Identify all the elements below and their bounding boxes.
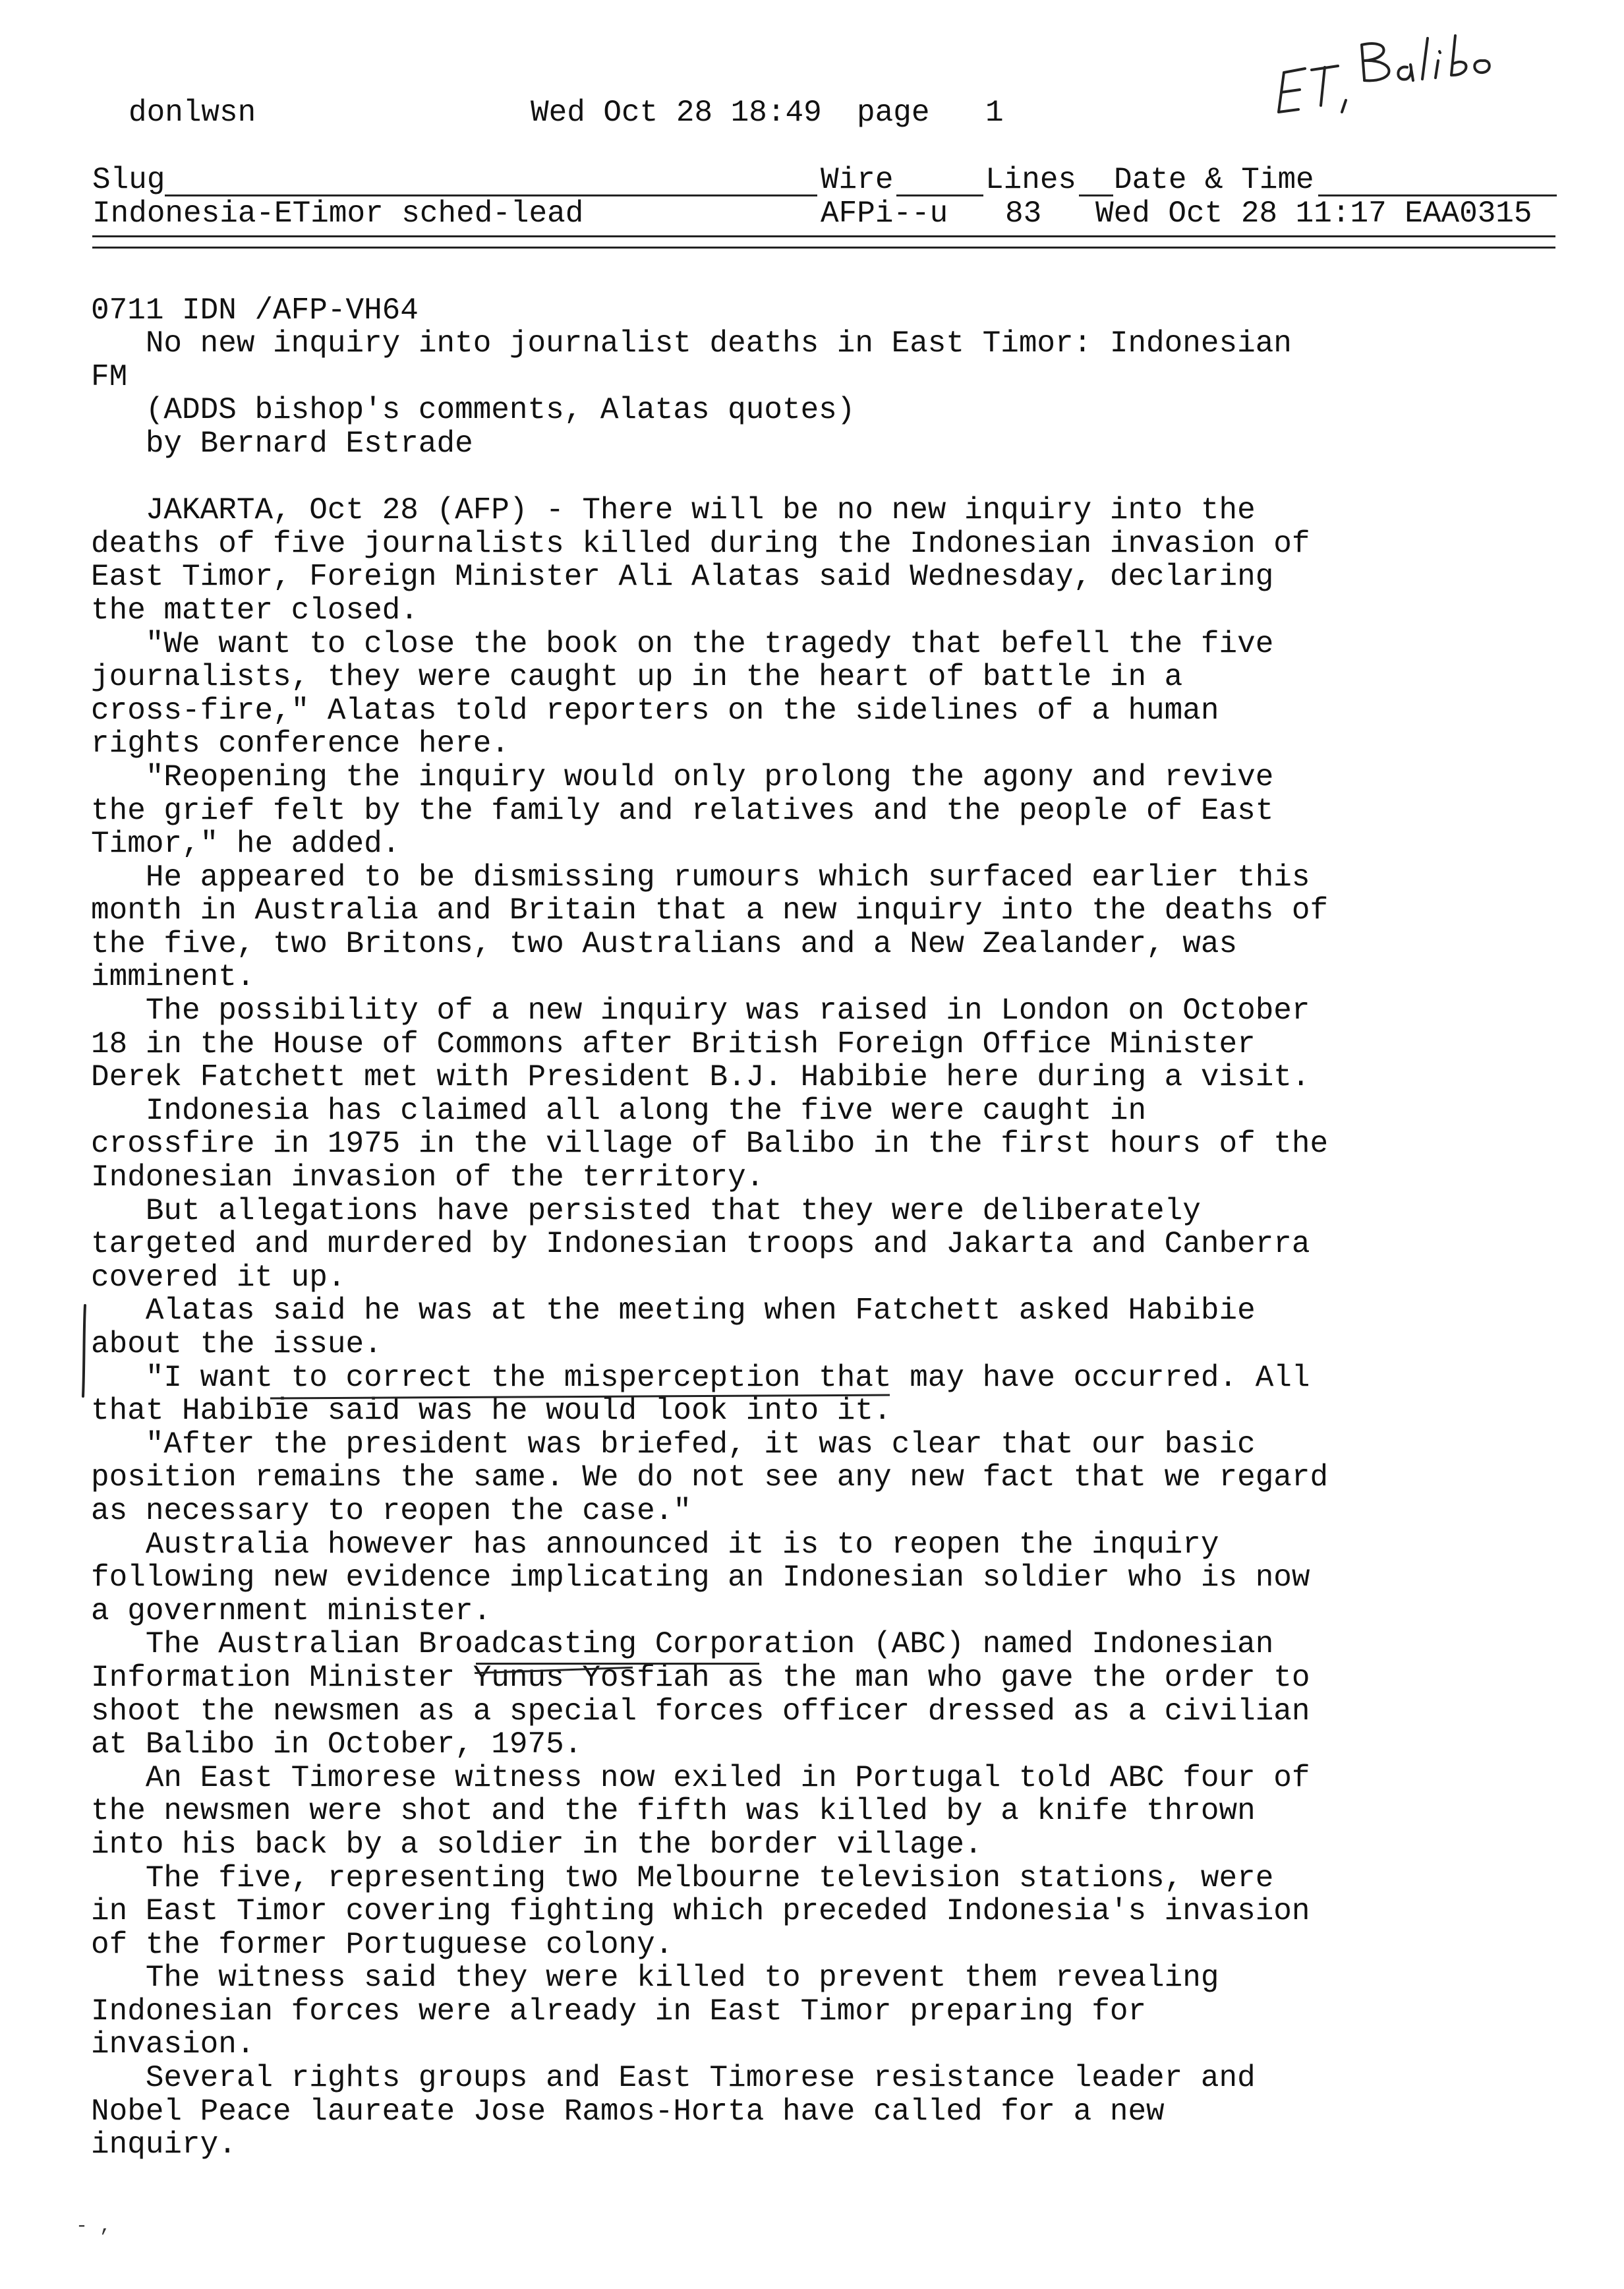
body-line: East Timor, Foreign Minister Ali Alatas said Wednesday, declaring [91,560,1274,595]
headline-line-1: No new inquiry into journalist deaths in East Timor: Indonesian [91,326,1292,361]
body-line: Alatas said he was at the meeting when Fatchett asked Habibie [91,1293,1256,1328]
body-line: "I want to correct the misperception that may have occurred. All [91,1360,1310,1395]
body-line: journalists, they were caught up in the heart of battle in a [91,660,1183,695]
body-line: imminent. [91,960,255,995]
body-line: Timor," he added. [91,827,401,862]
header-page-number: 1 [985,96,1004,130]
body-line: The possibility of a new inquiry was raised in London on October [91,994,1310,1028]
body-line: JAKARTA, Oct 28 (AFP) - There will be no new inquiry into the [91,493,1256,528]
body-line: targeted and murdered by Indonesian troops and Jakarta and Canberra [91,1227,1310,1262]
lines-label: Lines [985,163,1077,197]
body-line: "Reopening the inquiry would only prolong the agony and revive [91,759,1274,794]
body-paragraphs [91,461,1607,2162]
body-line: The Australian Broadcasting Corporation (ABC) named Indonesian [91,1627,1274,1662]
wire-label: Wire [821,163,894,197]
body-line: into his back by a soldier in the border village. [91,1827,983,1862]
body-line: deaths of five journalists killed during the Indonesian invasion of [91,526,1310,561]
headline-line-2: FM [91,359,128,394]
body-line: 18 in the House of Commons after British Foreign Office Minister [91,1026,1256,1061]
body-line: following new evidence implicating an Indonesian soldier who is now [91,1561,1310,1595]
body-line: shoot the newsmen as a special forces officer dressed as a civilian [91,1694,1310,1729]
body-line: the matter closed. [91,593,419,628]
date-time-label: Date & Time [1114,163,1314,197]
body-line: rights conference here. [91,727,509,761]
body-line: position remains the same. We do not see any new fact that we regard [91,1460,1329,1495]
body-line: He appeared to be dismissing rumours which surfaced earlier this [91,860,1310,895]
body-line: Several rights groups and East Timorese resistance leader and [91,2061,1256,2096]
body-line: invasion. [91,2027,255,2062]
header-datetime: Wed Oct 28 18:49 [531,96,822,130]
body-line: Indonesian forces were already in East Timor preparing for [91,1994,1147,2029]
body-line: An East Timorese witness now exiled in Portugal told ABC four of [91,1760,1310,1795]
byline: by Bernard Estrade [91,426,473,461]
story-body [91,260,1607,2228]
body-line: Information Minister Yunus Yosfiah as the man who gave the order to [91,1660,1310,1695]
story-id-line: 0711 IDN /AFP-VH64 [91,293,419,328]
body-line: But allegations have persisted that they were deliberately [91,1193,1201,1228]
body-line: a government minister. [91,1593,492,1628]
body-line: Australia however has announced it is to reopen the inquiry [91,1527,1219,1562]
body-line: cross-fire," Alatas told reporters on the sidelines of a human [91,693,1219,728]
slug-label: Slug [92,163,165,197]
body-line: the newsmen were shot and the fifth was killed by a knife thrown [91,1794,1256,1829]
header-user: donlwsn [129,96,256,130]
handwritten-underline-yosfiah [476,1663,759,1665]
body-line: of the former Portuguese colony. [91,1927,674,1962]
handwritten-annotation [1265,26,1516,125]
body-line: at Balibo in October, 1975. [91,1727,583,1762]
body-line: Indonesia has claimed all along the five were caught in [91,1093,1147,1128]
slug-value: Indonesia-ETimor sched-lead [92,196,584,231]
body-line: crossfire in 1975 in the village of Balibo in the first hours of the [91,1127,1329,1162]
body-line: inquiry. [91,2127,237,2162]
lines-value: 83 [1005,196,1042,231]
body-line: as necessary to reopen the case." [91,1493,691,1528]
body-line: The five, representing two Melbourne television stations, were [91,1860,1274,1895]
body-line: "After the president was briefed, it was clear that our basic [91,1427,1256,1462]
body-line: covered it up. [91,1260,346,1295]
subhead: (ADDS bishop's comments, Alatas quotes) [91,393,856,428]
stray-marks: - , [76,2215,112,2238]
body-line: in East Timor covering fighting which preceded Indonesia's invasion [91,1894,1310,1929]
body-line: about the issue. [91,1327,382,1361]
body-line: The witness said they were killed to prevent them revealing [91,1961,1219,1996]
body-line: the grief felt by the family and relatives and the people of East [91,793,1274,828]
wire-value: AFPi--u [821,196,948,231]
body-line: the five, two Britons, two Australians and a New Zealander, was [91,926,1238,961]
body-line: month in Australia and Britain that a new inquiry into the deaths of [91,893,1329,928]
body-line: Nobel Peace laureate Jose Ramos-Horta have called for a new [91,2094,1165,2129]
date-time-value: Wed Oct 28 11:17 EAA0315 [1095,196,1532,231]
header-page-label: page [857,96,930,130]
margin-bracket-mark [82,1304,87,1398]
body-line: Derek Fatchett met with President B.J. Habibie here during a visit. [91,1060,1310,1095]
body-line [91,461,1607,494]
body-line: that Habibie said was he would look into it. [91,1394,892,1429]
separator-line [92,235,1555,249]
body-line: "We want to close the book on the tragedy that befell the five [91,626,1274,661]
body-line: Indonesian invasion of the territory. [91,1160,765,1195]
